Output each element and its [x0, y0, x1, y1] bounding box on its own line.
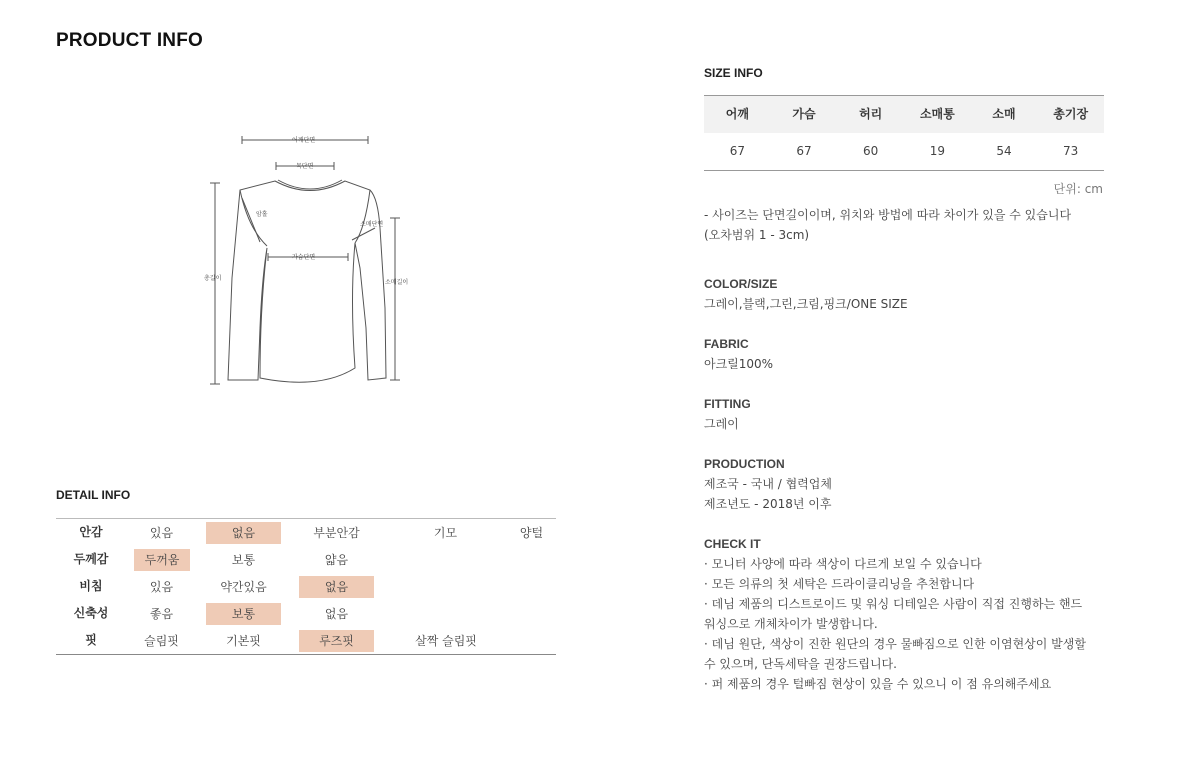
- check-it-heading: CHECK IT: [704, 537, 761, 551]
- detail-option-selected: 없음: [206, 522, 281, 544]
- check-it-line: 수 있으며, 단독세탁을 권장드립니다.: [704, 657, 897, 671]
- sketch-label-chest: 가슴단면: [292, 254, 316, 261]
- detail-option: 약간있음: [220, 580, 267, 594]
- size-header-cell: 소매통: [919, 107, 955, 121]
- sketch-label-total-length: 총길이: [204, 275, 222, 282]
- size-unit: 단위: cm: [1053, 182, 1103, 196]
- detail-row-label: 핏: [85, 633, 97, 647]
- detail-row-label: 비침: [79, 579, 103, 593]
- sketch-label-sleeve-width: 소매단면: [360, 221, 384, 228]
- size-header-cell: 총기장: [1053, 107, 1089, 121]
- size-info-title: SIZE INFO: [704, 66, 763, 80]
- detail-option: 얇음: [324, 553, 349, 567]
- detail-option: 기본핏: [226, 634, 261, 648]
- check-it-line: · 데님 제품의 디스트로이드 및 워싱 디테일은 사람이 직접 진행하는 핸드: [704, 597, 1083, 611]
- size-value-cell: 73: [1063, 144, 1079, 158]
- detail-option: 보통: [231, 553, 256, 567]
- color-size-value: 그레이,블랙,그린,크림,핑크/ONE SIZE: [704, 297, 908, 311]
- detail-option: 좋음: [149, 607, 174, 621]
- production-value: [704, 474, 1114, 514]
- detail-info-title: DETAIL INFO: [56, 488, 131, 502]
- detail-row-label: 신축성: [73, 606, 109, 620]
- detail-option: 슬림핏: [144, 634, 179, 648]
- size-value-cell: 19: [929, 144, 945, 158]
- production-heading: PRODUCTION: [704, 457, 785, 471]
- production-line: 제조년도 - 2018년 이후: [704, 497, 832, 511]
- color-size-heading: COLOR/SIZE: [704, 277, 778, 291]
- detail-option: 있음: [149, 580, 174, 594]
- fitting-heading: FITTING: [704, 397, 751, 411]
- detail-option: 부분안감: [313, 526, 360, 540]
- size-table-header: [704, 96, 1104, 133]
- check-it-line: · 퍼 제품의 경우 털빠짐 현상이 있을 수 있으니 이 점 유의해주세요: [704, 677, 1052, 691]
- sketch-label-shoulder: 어깨단면: [292, 137, 316, 144]
- size-note-line: (오차범위 1 - 3cm): [704, 228, 810, 242]
- detail-option: 살짝 슬림핏: [415, 634, 477, 648]
- size-table: [704, 95, 1104, 171]
- detail-option: 기모: [433, 526, 458, 540]
- check-it-list: [704, 554, 1114, 694]
- fabric-value: 아크릴100%: [704, 357, 774, 371]
- size-value-cell: 67: [796, 144, 812, 158]
- detail-option: 있음: [149, 526, 174, 540]
- detail-option-selected: 루즈핏: [299, 630, 374, 652]
- check-it-line: 워싱으로 개체차이가 발생합니다.: [704, 617, 878, 631]
- detail-option-selected: 보통: [206, 603, 281, 625]
- detail-row-transparency: [56, 573, 556, 600]
- detail-option-selected: 두꺼움: [134, 549, 190, 571]
- check-it-line: · 데님 원단, 색상이 진한 원단의 경우 물빠짐으로 인한 이염현상이 발생할: [704, 637, 1086, 651]
- size-value-cell: 60: [863, 144, 879, 158]
- sketch-label-armhole: 암홀: [256, 211, 268, 218]
- size-table-row: [704, 133, 1104, 170]
- page-title: PRODUCT INFO: [56, 30, 204, 51]
- size-value-cell: 54: [996, 144, 1012, 158]
- check-it-line: · 모니터 사양에 따라 색상이 다르게 보일 수 있습니다: [704, 557, 982, 571]
- size-header-cell: 가슴: [792, 107, 816, 121]
- detail-row-stretch: [56, 600, 556, 627]
- size-header-cell: 소매: [992, 107, 1016, 121]
- fitting-value: 그레이: [704, 417, 739, 431]
- size-header-cell: 어깨: [725, 107, 749, 121]
- detail-option: 없음: [324, 607, 349, 621]
- sketch-label-sleeve-length: 소매길이: [385, 279, 409, 286]
- size-value-cell: 67: [729, 144, 745, 158]
- detail-row-thickness: [56, 546, 556, 573]
- detail-option: 양털: [519, 526, 544, 540]
- garment-measurement-sketch: [180, 128, 440, 393]
- detail-row-lining: [56, 519, 556, 546]
- size-header-cell: 허리: [859, 107, 883, 121]
- detail-row-label: 안감: [79, 525, 103, 539]
- production-line: 제조국 - 국내 / 협력업체: [704, 477, 832, 491]
- size-note-line: - 사이즈는 단면길이이며, 위치와 방법에 따라 차이가 있을 수 있습니다: [704, 208, 1072, 222]
- detail-option-selected: 없음: [299, 576, 374, 598]
- sketch-label-neck: 목단면: [296, 163, 314, 170]
- detail-row-fit: [56, 627, 556, 654]
- size-note: [704, 205, 1114, 245]
- fabric-heading: FABRIC: [704, 337, 749, 351]
- detail-row-label: 두께감: [73, 552, 109, 566]
- check-it-line: · 모든 의류의 첫 세탁은 드라이클리닝을 추천합니다: [704, 577, 975, 591]
- detail-info-table: [56, 518, 556, 655]
